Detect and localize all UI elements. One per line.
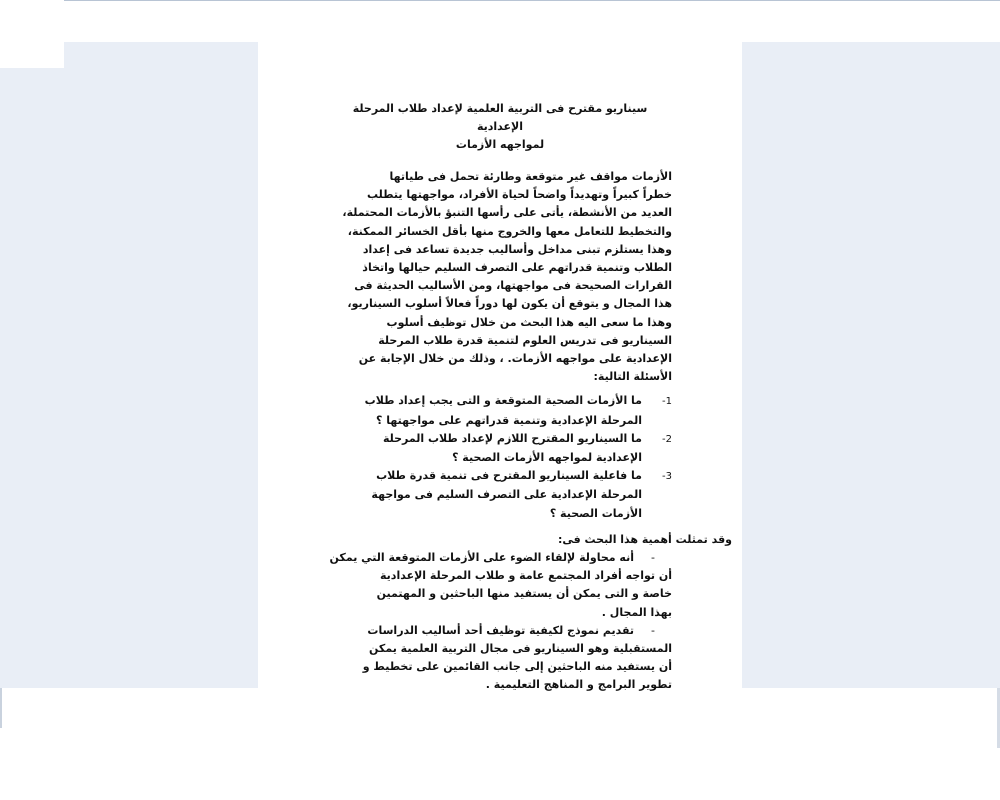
question-line [328, 392, 672, 411]
importance-line: خاصة و التى يمكن أن يستفيد منها الباحثين و المهتمين [376, 587, 672, 601]
question-text: المرحلة الإعدادية على التصرف السليم فى مواجهة [371, 488, 642, 502]
bullet-dash: - [651, 623, 655, 637]
intro-line: وهذا يستلزم تبنى مداخل وأساليب جديدة تساعد فى إعداد [362, 242, 672, 256]
questions-list [328, 392, 672, 522]
importance-line: المستقبلية وهو السيناريو فى مجال التربية العلمية يمكن [369, 642, 672, 656]
intro-line: الأسئلة التالية: [593, 370, 672, 384]
question-line [328, 486, 672, 504]
title-line: سيناريو مقترح فى التربية العلمية لإعداد طلاب المرحلة الإعدادية [352, 102, 648, 133]
question-text: ما الأزمات الصحية المتوقعة و التى يجب إعداد طلاب [364, 394, 642, 408]
question-text: المرحلة الإعدادية وتنمية قدراتهم على مواجهتها ؟ [376, 413, 642, 427]
intro-line: العديد من الأنشطة، يأتى على رأسها التنبؤ بالأزمات المحتملة، [342, 206, 672, 220]
importance-line: أن يستفيد منه الباحثين إلى جانب القائمين على تخطيط و [362, 660, 672, 674]
importance-list [328, 549, 672, 695]
question-item [328, 430, 672, 467]
intro-line: السيناريو فى تدريس العلوم لتنمية قدرة طلاب المرحلة [378, 333, 672, 347]
intro-paragraph [328, 168, 672, 386]
question-number: 2- [662, 433, 672, 445]
window-top-area [0, 0, 1000, 42]
question-number: 3- [662, 471, 672, 483]
title-line: لمواجهه الأزمات [455, 138, 545, 151]
question-text: الأزمات الصحية ؟ [549, 506, 642, 520]
question-item [328, 467, 672, 523]
importance-text: أنه محاولة لإلقاء الضوء على الأزمات المتوقعة التي يمكن [329, 551, 634, 565]
importance-item [328, 622, 672, 695]
intro-line: وهذا ما سعى اليه هذا البحث من خلال توظيف أسلوب [386, 315, 672, 329]
intro-line: خطراً كبيراً وتهديداً واضحاً لحياة الأفراد، مواجهتها يتطلب [367, 188, 672, 202]
importance-line: أن تواجه أفراد المجتمع عامة و طلاب المرحلة الإعدادية [380, 569, 672, 583]
intro-line: الإعدادية على مواجهه الأزمات. ، وذلك من خلال الإجابة عن [358, 352, 672, 366]
question-text: ما السيناريو المقترح اللازم لإعداد طلاب المرحلة [382, 431, 642, 445]
importance-text: تقديم نموذج لكيفية توظيف أحد أساليب الدراسات [367, 623, 634, 637]
importance-item [328, 549, 672, 622]
question-item [328, 392, 672, 429]
importance-section [328, 531, 732, 695]
top-divider [64, 0, 1000, 1]
document-title [328, 100, 672, 154]
importance-line [328, 622, 672, 640]
document-page [258, 42, 742, 692]
bullet-dash: - [651, 551, 655, 565]
question-line [328, 449, 672, 467]
question-number: 1- [662, 396, 672, 408]
question-line [328, 430, 672, 449]
left-edge-marker [0, 688, 2, 728]
question-line [328, 412, 672, 430]
intro-line: القرارات الصحيحة فى مواجهتها، ومن الأساليب الحديثة فى [354, 279, 672, 293]
window-bottom-area [0, 688, 1000, 800]
importance-line: بهذا المجال . [601, 605, 672, 619]
question-text: ما فاعلية السيناريو المقترح فى تنمية قدرة طلاب [376, 469, 642, 483]
question-line [328, 467, 672, 486]
intro-line: الأزمات مواقف غير متوقعة وطارئة تحمل فى طياتها [389, 170, 672, 183]
importance-line [328, 549, 672, 567]
intro-line: هذا المجال و يتوقع أن يكون لها دوراً فعالاً أسلوب السيناريو، [347, 297, 672, 311]
importance-line: تطوير البرامج و المناهج التعليمية . [485, 678, 672, 692]
intro-line: والتخطيط للتعامل معها والخروج منها بأقل الخسائر الممكنة، [347, 224, 672, 238]
question-text: الإعدادية لمواجهه الأزمات الصحية ؟ [452, 451, 642, 465]
intro-line: الطلاب وتنمية قدراتهم على التصرف السليم حيالها واتخاذ [362, 261, 672, 275]
question-line [328, 505, 672, 523]
viewer-notch [0, 42, 64, 68]
importance-heading: وقد تمثلت أهمية هذا البحث فى: [557, 532, 732, 546]
document-body [328, 100, 732, 695]
